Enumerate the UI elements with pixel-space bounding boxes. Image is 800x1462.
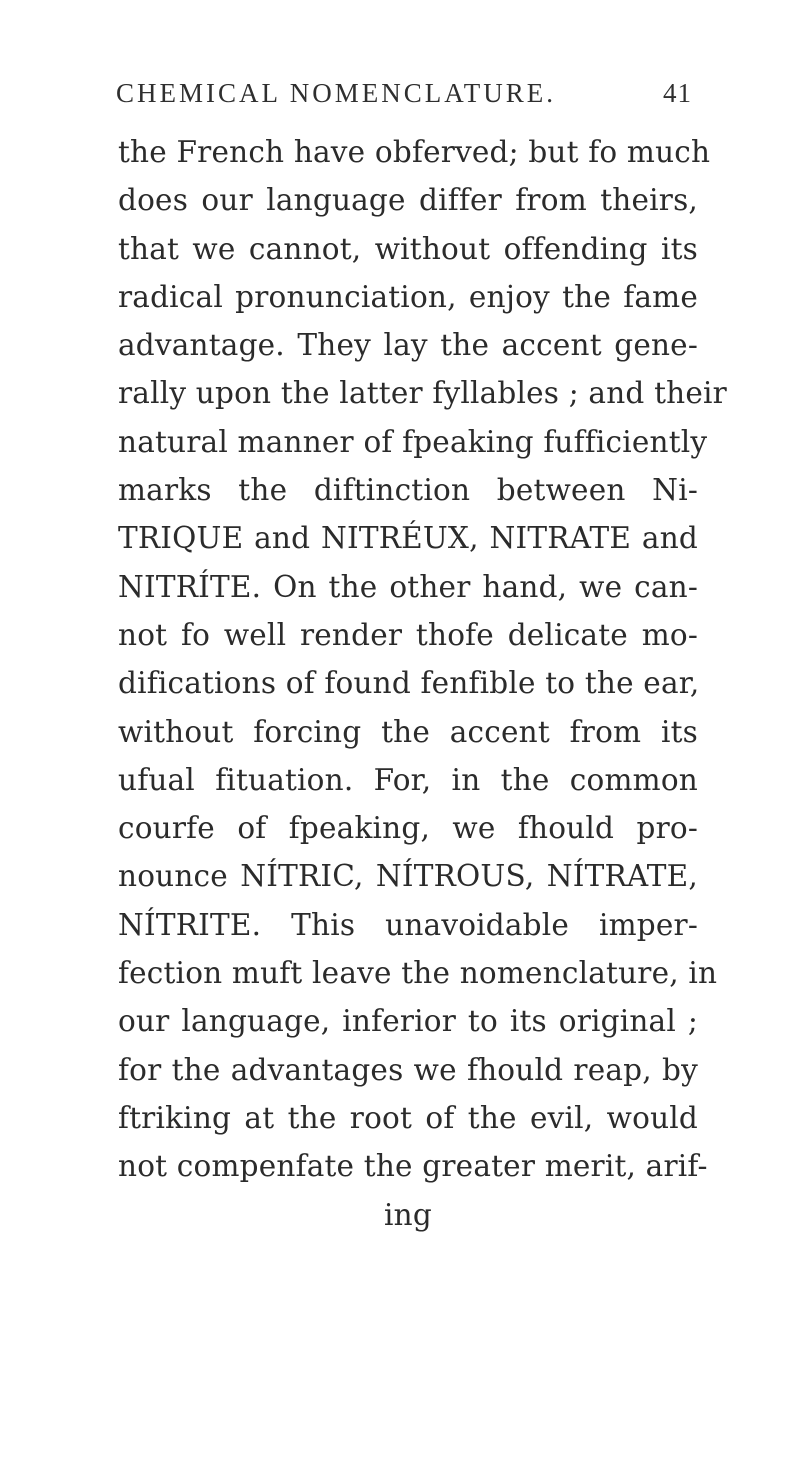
text-line: rally upon the latter fyllables ; and their <box>118 376 727 411</box>
text-line: NÍTRITE. This unavoidable imper- <box>118 907 698 942</box>
running-head-title: CHEMICAL NOMENCLATURE. <box>116 78 556 108</box>
text-line: courfe of fpeaking, we fhould pro- <box>118 811 698 846</box>
text-line: nounce NÍTRIC, NÍTROUS, NÍTRATE, <box>118 859 698 894</box>
text-line: natural manner of fpeaking fufficiently <box>118 424 708 459</box>
text-line: difications of found fenfible to the ear, <box>118 666 700 701</box>
text-line: for the advantages we fhould reap, by <box>118 1052 698 1087</box>
text-line: not fo well render thofe delicate mo- <box>118 617 698 652</box>
text-line: without forcing the accent from its <box>118 714 698 749</box>
text-line: NITRÍTE. On the other hand, we can- <box>118 569 698 604</box>
text-line: not compenfate the greater merit, arif- <box>118 1149 708 1184</box>
catchword: ing <box>384 1197 432 1232</box>
body-text <box>118 128 727 1239</box>
page-number: 41 <box>663 78 692 108</box>
running-head <box>116 78 692 118</box>
text-line: ufual fituation. For, in the common <box>118 762 698 797</box>
text-line: our language, inferior to its original ; <box>118 1004 698 1039</box>
text-line: the French have obferved; but fo much <box>118 135 711 169</box>
text-line: fection muft leave the nomenclature, in <box>118 956 718 991</box>
text-line: ftriking at the root of the evil, would <box>118 1100 698 1135</box>
text-line: advantage. They lay the accent gene- <box>118 328 698 363</box>
text-line: radical pronunciation, enjoy the fame <box>118 279 698 314</box>
text-line: that we cannot, without offending its <box>118 231 698 266</box>
text-line: TRIQUE and NITRÉUX, NITRATE and <box>118 521 698 556</box>
text-line: does our language differ from theirs, <box>118 183 698 218</box>
text-line: marks the diftinction between Ni- <box>118 473 698 508</box>
